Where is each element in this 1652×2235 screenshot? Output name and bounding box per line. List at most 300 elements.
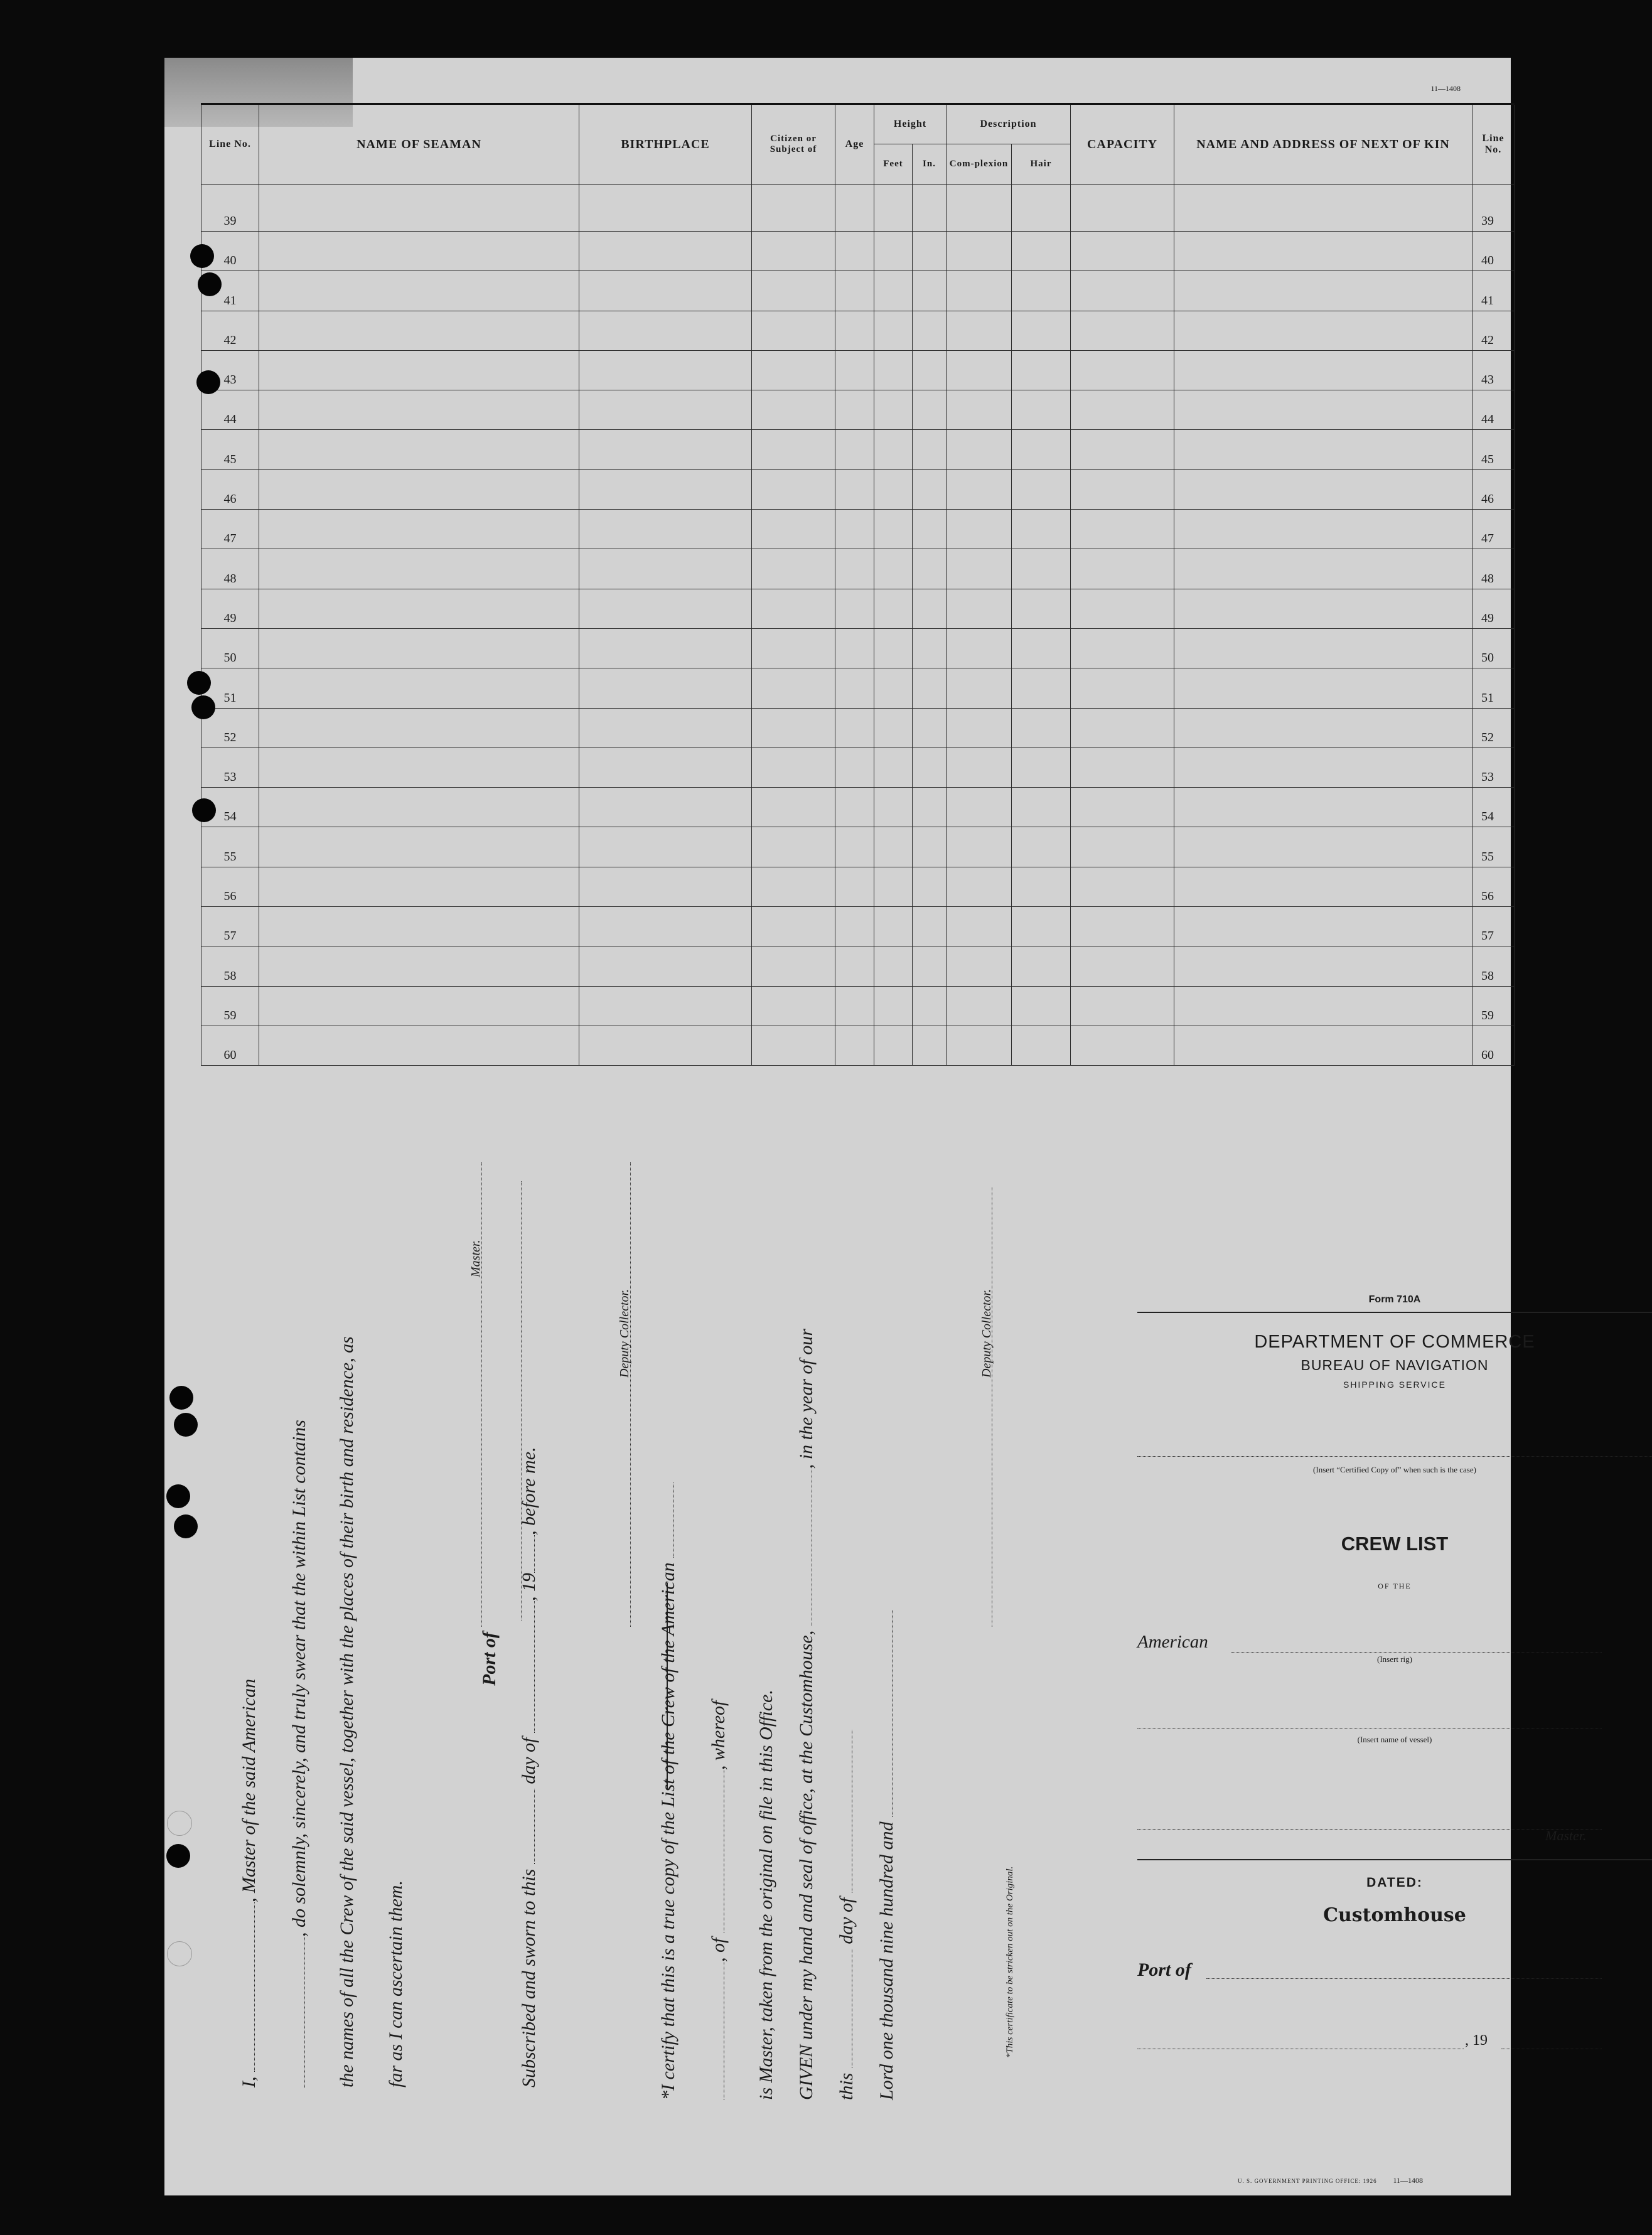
entry-cell xyxy=(835,350,874,390)
entry-cell xyxy=(874,271,913,311)
header-description: Description xyxy=(947,104,1071,144)
entry-cell xyxy=(1174,1026,1472,1065)
table-row xyxy=(201,232,1515,271)
entry-cell xyxy=(579,350,752,390)
entry-cell xyxy=(579,271,752,311)
entry-cell xyxy=(947,867,1012,906)
document-page xyxy=(164,58,1587,2195)
entry-cell xyxy=(874,350,913,390)
entry-cell xyxy=(835,628,874,668)
certify-name-blank xyxy=(710,1962,724,2100)
line-number-cell: 57 xyxy=(201,907,259,946)
entry-cell xyxy=(947,311,1012,350)
oath-text: , whereof xyxy=(708,1700,729,1771)
entry-cell xyxy=(874,628,913,668)
port-blank xyxy=(1206,1978,1602,1979)
entry-cell xyxy=(752,946,835,986)
entry-cell xyxy=(913,907,947,946)
line-number-cell-right: 49 xyxy=(1472,589,1515,628)
entry-cell xyxy=(874,232,913,271)
entry-cell xyxy=(874,1026,913,1065)
entry-cell xyxy=(1174,469,1472,509)
entry-cell xyxy=(1071,589,1174,628)
line-number-cell-right: 52 xyxy=(1472,708,1515,748)
table-row xyxy=(201,907,1515,946)
entry-cell xyxy=(874,390,913,430)
entry-cell xyxy=(259,185,579,232)
table-row xyxy=(201,430,1515,469)
line-number-cell: 41 xyxy=(201,271,259,311)
entry-cell xyxy=(947,946,1012,986)
entry-cell xyxy=(1174,668,1472,708)
entry-cell xyxy=(1012,907,1071,946)
entry-cell xyxy=(913,708,947,748)
entry-cell xyxy=(913,986,947,1026)
deputy-collector-label-1: Deputy Collector. xyxy=(618,1289,631,1378)
oath-text: I, xyxy=(239,2076,259,2088)
entry-cell xyxy=(1174,271,1472,311)
entry-cell xyxy=(1174,907,1472,946)
entry-cell xyxy=(874,549,913,589)
entry-cell xyxy=(913,350,947,390)
entry-cell xyxy=(947,788,1012,827)
entry-cell xyxy=(874,185,913,232)
crew-list-title: CREW LIST xyxy=(1341,1533,1449,1555)
line-number-cell-right: 59 xyxy=(1472,986,1515,1026)
entry-cell xyxy=(835,549,874,589)
header-capacity: CAPACITY xyxy=(1071,104,1174,185)
entry-cell xyxy=(835,788,874,827)
line-number-cell: 48 xyxy=(201,549,259,589)
entry-cell xyxy=(579,430,752,469)
entry-cell xyxy=(579,867,752,906)
entry-cell xyxy=(579,628,752,668)
punch-hole xyxy=(196,370,220,394)
entry-cell xyxy=(259,867,579,906)
punch-hole xyxy=(187,671,211,695)
entry-cell xyxy=(947,907,1012,946)
entry-cell xyxy=(1012,867,1071,906)
entry-cell xyxy=(913,867,947,906)
table-row xyxy=(201,788,1515,827)
entry-cell xyxy=(579,708,752,748)
entry-cell xyxy=(752,1026,835,1065)
entry-cell xyxy=(874,867,913,906)
entry-cell xyxy=(1071,748,1174,787)
entry-cell xyxy=(752,510,835,549)
entry-cell xyxy=(1071,350,1174,390)
entry-cell xyxy=(259,311,579,350)
table-row xyxy=(201,510,1515,549)
entry-cell xyxy=(1174,350,1472,390)
subscribed-line xyxy=(518,1447,540,2088)
entry-cell xyxy=(1071,185,1174,232)
certify-line-1 xyxy=(658,1482,679,2100)
entry-cell xyxy=(1071,827,1174,867)
entry-cell xyxy=(259,827,579,867)
punch-hole xyxy=(191,695,215,719)
entry-cell xyxy=(259,628,579,668)
entry-cell xyxy=(874,589,913,628)
entry-cell xyxy=(752,350,835,390)
line-number-cell-right: 53 xyxy=(1472,748,1515,787)
header-birthplace: BIRTHPLACE xyxy=(579,104,752,185)
entry-cell xyxy=(947,708,1012,748)
punch-hole xyxy=(166,1484,190,1508)
entry-cell xyxy=(1174,430,1472,469)
entry-cell xyxy=(874,668,913,708)
entry-cell xyxy=(1071,907,1174,946)
entry-cell xyxy=(1174,510,1472,549)
entry-cell xyxy=(1012,708,1071,748)
oath-month-blank xyxy=(520,1601,535,1733)
entry-cell xyxy=(874,510,913,549)
entry-cell xyxy=(1012,668,1071,708)
entry-cell xyxy=(579,788,752,827)
this-month-blank xyxy=(838,1730,852,1893)
lord-year-blank xyxy=(878,1610,893,1817)
entry-cell xyxy=(1174,549,1472,589)
table-row xyxy=(201,549,1515,589)
entry-cell xyxy=(913,589,947,628)
entry-cell xyxy=(835,986,874,1026)
line-number-cell-right: 48 xyxy=(1472,549,1515,589)
entry-cell xyxy=(874,907,913,946)
cover-mid-rule xyxy=(1137,1859,1652,1860)
entry-cell xyxy=(259,748,579,787)
entry-cell xyxy=(947,390,1012,430)
entry-cell xyxy=(835,827,874,867)
table-row xyxy=(201,628,1515,668)
header-age: Age xyxy=(835,104,874,185)
entry-cell xyxy=(913,271,947,311)
table-row xyxy=(201,469,1515,509)
line-number-cell: 52 xyxy=(201,708,259,748)
entry-cell xyxy=(579,549,752,589)
master-blank xyxy=(1137,1829,1602,1830)
table-row xyxy=(201,185,1515,232)
entry-cell xyxy=(259,510,579,549)
entry-cell xyxy=(1071,311,1174,350)
entry-cell xyxy=(259,350,579,390)
entry-cell xyxy=(579,668,752,708)
entry-cell xyxy=(259,390,579,430)
entry-cell xyxy=(1071,946,1174,986)
entry-cell xyxy=(752,628,835,668)
entry-cell xyxy=(913,185,947,232)
line-number-cell: 47 xyxy=(201,510,259,549)
certify-line-3: is Master, taken from the original on file in this Office. xyxy=(756,1690,776,2100)
entry-cell xyxy=(1174,986,1472,1026)
entry-cell xyxy=(752,589,835,628)
entry-cell xyxy=(874,748,913,787)
entry-cell xyxy=(947,510,1012,549)
entry-cell xyxy=(752,549,835,589)
table-row xyxy=(201,311,1515,350)
form-number-bottom: 11—1408 xyxy=(1393,2176,1423,2185)
entry-cell xyxy=(579,907,752,946)
entry-cell xyxy=(1174,311,1472,350)
entry-cell xyxy=(579,827,752,867)
entry-cell xyxy=(1174,628,1472,668)
entry-cell xyxy=(874,469,913,509)
line-number-cell-right: 42 xyxy=(1472,311,1515,350)
table-row xyxy=(201,350,1515,390)
entry-cell xyxy=(1012,390,1071,430)
crew-table xyxy=(201,103,1515,1066)
oath-year-blank xyxy=(520,1535,535,1573)
oath-line-4: far as I can ascertain them. xyxy=(385,1880,406,2088)
entry-cell xyxy=(913,390,947,430)
line-number-cell-right: 41 xyxy=(1472,271,1515,311)
of-the-label: OF THE xyxy=(1378,1582,1412,1590)
entry-cell xyxy=(259,549,579,589)
entry-cell xyxy=(874,788,913,827)
entry-cell xyxy=(947,748,1012,787)
certify-line-2 xyxy=(708,1701,729,2100)
entry-cell xyxy=(947,430,1012,469)
entry-cell xyxy=(1071,469,1174,509)
oath-text: Subscribed and sworn to this xyxy=(518,1868,539,2088)
entry-cell xyxy=(947,628,1012,668)
cover-top-rule xyxy=(1137,1312,1652,1313)
entry-cell xyxy=(874,986,913,1026)
entry-cell xyxy=(835,1026,874,1065)
entry-cell xyxy=(1012,271,1071,311)
entry-cell xyxy=(1071,390,1174,430)
table-row xyxy=(201,748,1515,787)
entry-cell xyxy=(913,469,947,509)
entry-cell xyxy=(1071,867,1174,906)
line-number-cell: 51 xyxy=(201,668,259,708)
entry-cell xyxy=(1071,549,1174,589)
entry-cell xyxy=(913,1026,947,1065)
entry-cell xyxy=(579,748,752,787)
line-number-cell-right: 45 xyxy=(1472,430,1515,469)
entry-cell xyxy=(835,589,874,628)
entry-cell xyxy=(947,1026,1012,1065)
entry-cell xyxy=(835,185,874,232)
entry-cell xyxy=(752,311,835,350)
line-number-cell-right: 44 xyxy=(1472,390,1515,430)
entry-cell xyxy=(579,311,752,350)
oath-line-2 xyxy=(289,1420,310,2088)
line-number-cell: 39 xyxy=(201,185,259,232)
entry-cell xyxy=(579,1026,752,1065)
entry-cell xyxy=(259,1026,579,1065)
entry-cell xyxy=(947,350,1012,390)
entry-cell xyxy=(1012,827,1071,867)
line-number-cell: 40 xyxy=(201,232,259,271)
master-signature-label: Master. xyxy=(469,1240,483,1277)
certificate-footnote: *This certificate to be stricken out on the Original. xyxy=(1005,1866,1015,2058)
entry-cell xyxy=(1071,232,1174,271)
entry-cell xyxy=(1012,510,1071,549)
entry-cell xyxy=(874,946,913,986)
line-number-cell-right: 51 xyxy=(1472,668,1515,708)
punch-hole xyxy=(174,1514,198,1538)
entry-cell xyxy=(579,390,752,430)
entry-cell xyxy=(1071,430,1174,469)
header-height: Height xyxy=(874,104,947,144)
entry-cell xyxy=(1012,430,1071,469)
entry-cell xyxy=(1174,185,1472,232)
given-line xyxy=(796,1329,817,2100)
entry-cell xyxy=(259,469,579,509)
entry-cell xyxy=(835,430,874,469)
oath-master-blank xyxy=(240,1902,255,2072)
line-number-cell: 58 xyxy=(201,946,259,986)
oath-vessel-blank xyxy=(291,1937,305,2088)
entry-cell xyxy=(835,748,874,787)
entry-cell xyxy=(1174,946,1472,986)
entry-cell xyxy=(752,390,835,430)
entry-cell xyxy=(752,271,835,311)
certify-vessel-blank xyxy=(660,1482,674,1558)
entry-cell xyxy=(259,708,579,748)
entry-cell xyxy=(913,430,947,469)
oath-text: GIVEN under my hand and seal of office, at the Customhouse, xyxy=(796,1630,817,2100)
entry-cell xyxy=(579,946,752,986)
entry-cell xyxy=(913,748,947,787)
entry-cell xyxy=(1174,827,1472,867)
entry-cell xyxy=(1012,589,1071,628)
entry-cell xyxy=(913,628,947,668)
table-row xyxy=(201,668,1515,708)
table-row xyxy=(201,827,1515,867)
line-number-cell: 42 xyxy=(201,311,259,350)
entry-cell xyxy=(1012,549,1071,589)
table-row xyxy=(201,867,1515,906)
entry-cell xyxy=(835,311,874,350)
entry-cell xyxy=(835,668,874,708)
entry-cell xyxy=(913,946,947,986)
entry-cell xyxy=(913,668,947,708)
entry-cell xyxy=(947,549,1012,589)
entry-cell xyxy=(835,390,874,430)
gpo-imprint: U. S. GOVERNMENT PRINTING OFFICE: 1926 xyxy=(1238,2178,1377,2184)
entry-cell xyxy=(579,589,752,628)
entry-cell xyxy=(947,668,1012,708)
port-of-label: Port of xyxy=(479,1632,500,1686)
line-number-cell-right: 43 xyxy=(1472,350,1515,390)
entry-cell xyxy=(1174,867,1472,906)
deputy-collector-label-2: Deputy Collector. xyxy=(980,1289,994,1378)
line-number-cell-right: 58 xyxy=(1472,946,1515,986)
header-next-of-kin: NAME AND ADDRESS OF NEXT OF KIN xyxy=(1174,104,1472,185)
entry-cell xyxy=(1071,708,1174,748)
line-number-cell-right: 57 xyxy=(1472,907,1515,946)
entry-cell xyxy=(947,589,1012,628)
entry-cell xyxy=(1071,628,1174,668)
entry-cell xyxy=(913,788,947,827)
entry-cell xyxy=(913,232,947,271)
deputy-signature-line-1 xyxy=(630,1162,631,1627)
punch-hole-outline xyxy=(167,1811,192,1836)
entry-cell xyxy=(259,788,579,827)
bureau-title: BUREAU OF NAVIGATION xyxy=(1301,1357,1489,1373)
entry-cell xyxy=(579,185,752,232)
line-number-cell-right: 39 xyxy=(1472,185,1515,232)
entry-cell xyxy=(835,946,874,986)
oath-port-of xyxy=(479,1632,500,1686)
entry-cell xyxy=(1012,946,1071,986)
dated-label: DATED: xyxy=(1366,1875,1423,1890)
entry-cell xyxy=(752,867,835,906)
line-number-cell: 46 xyxy=(201,469,259,509)
customhouse-label: Customhouse xyxy=(1323,1904,1466,1926)
entry-cell xyxy=(1071,271,1174,311)
entry-cell xyxy=(1071,510,1174,549)
entry-cell xyxy=(579,510,752,549)
table-row xyxy=(201,708,1515,748)
header-complexion: Com-plexion xyxy=(947,144,1012,185)
entry-cell xyxy=(913,510,947,549)
oath-line-1 xyxy=(239,1679,260,2088)
line-number-cell-right: 54 xyxy=(1472,788,1515,827)
oath-text: , Master of the said American xyxy=(239,1678,259,1902)
line-number-cell: 56 xyxy=(201,867,259,906)
punch-hole xyxy=(169,1386,193,1410)
entry-cell xyxy=(259,946,579,986)
oath-text: *I certify that this is a true copy of the List of the Crew of the American xyxy=(658,1562,678,2100)
line-number-cell-right: 47 xyxy=(1472,510,1515,549)
entry-cell xyxy=(835,271,874,311)
oath-text: , in the year of our xyxy=(796,1328,817,1469)
entry-cell xyxy=(1012,748,1071,787)
form-number-top: 11—1408 xyxy=(1430,84,1461,93)
line-number-cell: 60 xyxy=(201,1026,259,1065)
certify-port-blank xyxy=(710,1770,724,1933)
crew-table-body xyxy=(201,185,1515,1066)
oath-text: , do solemnly, sincerely, and truly swear that the within List contains xyxy=(289,1420,309,1937)
line-number-cell: 55 xyxy=(201,827,259,867)
entry-cell xyxy=(1012,311,1071,350)
header-hair: Hair xyxy=(1012,144,1071,185)
header-name-of-seaman: NAME OF SEAMAN xyxy=(259,104,579,185)
punch-hole xyxy=(192,798,216,822)
table-row xyxy=(201,390,1515,430)
service-title: SHIPPING SERVICE xyxy=(1343,1380,1446,1390)
entry-cell xyxy=(874,311,913,350)
punch-hole xyxy=(174,1413,198,1437)
line-number-cell: 59 xyxy=(201,986,259,1026)
entry-cell xyxy=(835,469,874,509)
header-inches: In. xyxy=(913,144,947,185)
entry-cell xyxy=(1071,668,1174,708)
entry-cell xyxy=(752,430,835,469)
year-label: , 19 xyxy=(1465,2032,1488,2049)
entry-cell xyxy=(1174,589,1472,628)
entry-cell xyxy=(947,827,1012,867)
entry-cell xyxy=(752,748,835,787)
entry-cell xyxy=(1012,185,1071,232)
oath-day-blank xyxy=(520,1789,535,1864)
header-citizen: Citizen or Subject of xyxy=(752,104,835,185)
entry-cell xyxy=(259,589,579,628)
entry-cell xyxy=(835,867,874,906)
line-number-cell: 50 xyxy=(201,628,259,668)
entry-cell xyxy=(752,232,835,271)
entry-cell xyxy=(752,788,835,827)
line-number-cell-right: 55 xyxy=(1472,827,1515,867)
table-row xyxy=(201,1026,1515,1065)
entry-cell xyxy=(259,986,579,1026)
port-of-label-cover: Port of xyxy=(1137,1959,1191,1980)
entry-cell xyxy=(1071,1026,1174,1065)
rig-blank xyxy=(1231,1652,1602,1653)
oath-text: Lord one thousand nine hundred and xyxy=(876,1821,897,2100)
